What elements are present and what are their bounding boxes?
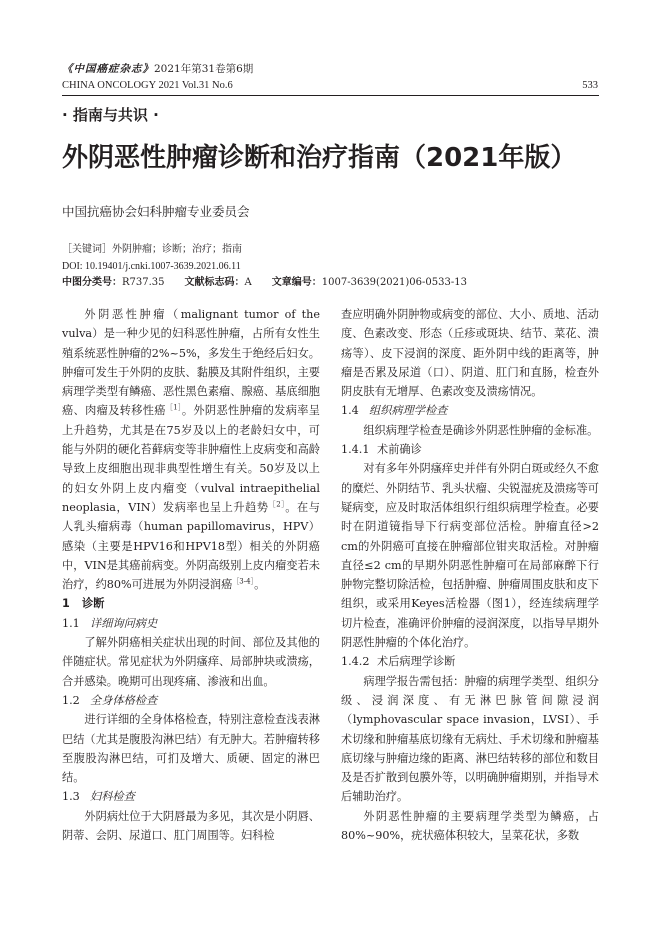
section-1-4-2-text: 病理学报告需包括：肿瘤的病理学类型、组织分级、浸润深度、有无淋巴脉管间隙浸润（lymphovascular space invasion，LVSI）、手术切缘和肿瘤基底切缘有无病灶、手术切缘和肿瘤基底切缘与肿瘤边缘的距离、淋巴结转移的部位和数目及是否扩散到包膜外等，以明确肿瘤期别，并指导术后辅助治疗。 (341, 674, 599, 804)
section-1-3-heading (62, 787, 320, 806)
right-column (341, 305, 599, 845)
section-1-4-2-number: 1.4.2 (341, 655, 370, 669)
section-1-4-number: 1.4 (341, 404, 359, 418)
journal-issue: 2021年第31卷第6期 (154, 63, 254, 75)
section-1-4-2-heading (341, 652, 599, 671)
section-1-1-number: 1.1 (62, 616, 80, 630)
section-1-title: 诊断 (82, 597, 105, 611)
section-1-3-title: 妇科检查 (90, 790, 135, 804)
doc-value: A (244, 277, 252, 288)
section-1-3-text: 外阴病灶位于大阴唇最为多见，其次是小阴唇、阴蒂、会阴、尿道口、肛门周围等。妇科检 (62, 809, 320, 843)
section-1-4-1-heading (341, 440, 599, 459)
section-1-4-title: 组织病理学检查 (369, 404, 448, 418)
journal-header-english: CHINA ONCOLOGY 2021 Vol.31 No.6 (62, 80, 233, 91)
doc-label: 文献标志码： (184, 277, 245, 288)
section-1-2-text: 进行详细的全身体格检查，特别注意检查浅表淋巴结（尤其是腹股沟淋巴结）有无肿大。若肿瘤转移至腹股沟淋巴结，可扪及增大、质硬、固定的淋巴结。 (62, 713, 320, 785)
header-rule (62, 95, 599, 96)
section-1-3-number: 1.3 (62, 790, 80, 804)
section-1-1-title: 详细询问病史 (90, 616, 158, 630)
section-1-heading (62, 594, 320, 613)
article-value: 1007-3639(2021)06-0533-13 (321, 277, 467, 288)
article-title: 外阴恶性肿瘤诊断和治疗指南（2021年版） (62, 143, 577, 173)
intro-text-1: 外阴恶性肿瘤（malignant tumor of the vulva）是一种少见的妇科恶性肿瘤，占所有女性生殖系统恶性肿瘤的2%~5%，多发生于绝经后妇女。肿瘤可发生于外阴的皮肤、黏膜及其附件组织，主要病理学类型有鳞癌、恶性黑色素瘤、腺癌、基底细胞癌、肉瘤及转移性癌 (62, 308, 320, 418)
section-tag: · 指南与共识 · (62, 106, 159, 124)
section-1-2-heading (62, 691, 320, 710)
classification-line (62, 276, 467, 289)
section-1-2-title: 全身体格检查 (90, 693, 158, 707)
article-label: 文章编号： (271, 277, 322, 288)
section-1-4-text: 组织病理学检查是确诊外阴恶性肿瘤的金标准。 (363, 423, 599, 437)
section-1-4-2-title: 术后病理学诊断 (377, 655, 456, 669)
journal-header (62, 63, 253, 75)
section-1-4-1-number: 1.4.1 (341, 443, 370, 457)
cls-label: 中图分类号： (62, 277, 122, 288)
section-1-4-1-title: 术前确诊 (377, 443, 422, 457)
author: 中国抗癌协会妇科肿瘤专业委员会 (62, 204, 250, 219)
left-column (62, 305, 320, 845)
intro-text-2: 。外阴恶性肿瘤的发病率呈上升趋势，尤其是在75岁及以上的老龄妇女中，可能与外阴的硬化苔藓病变等非肿瘤性上皮病变和高龄导致上皮细胞出现非典型性增生有关。50岁及以上的妇女外阴上皮内瘤变（vulval intraepithelial neoplasia，VIN）发病率也呈上升趋势 (62, 404, 320, 514)
cls-value: R737.35 (122, 277, 165, 288)
citation-1: ［1］ (165, 403, 182, 412)
pathology-type-paragraph: 外阴恶性肿瘤的主要病理学类型为鳞癌，占80%~90%，疣状癌体积较大，呈菜花状，多数 (341, 809, 599, 843)
section-1-3-continued: 查应明确外阴肿物或病变的部位、大小、质地、活动度、色素改变、形态（丘疹或斑块、结节、菜花、溃疡等）、皮下浸润的深度、距外阴中线的距离等，肿瘤是否累及尿道（口）、阴道、肛门和直肠，检查外阴皮肤有无增厚、色素改变及溃疡情况。 (341, 308, 599, 399)
keywords: 外阴肿瘤；诊断；治疗；指南 (112, 244, 242, 255)
section-1-2-number: 1.2 (62, 693, 80, 707)
citation-3: ［3-4］ (232, 577, 255, 586)
citation-2: ［2］ (268, 500, 286, 509)
section-1-1-text: 了解外阴癌相关症状出现的时间、部位及其他的伴随症状。常见症状为外阴瘙痒、局部肿块或溃疡，合并感染。晚期可出现疼痛、渗液和出血。 (62, 636, 320, 688)
journal-name: 《中国癌症杂志》 (62, 63, 154, 75)
keywords-line (62, 243, 242, 256)
section-1-4-heading (341, 401, 599, 420)
keywords-label: ［关键词］ (62, 244, 112, 255)
intro-text-3: 。在与人乳头瘤病毒（human papillomavirus，HPV）感染（主要是HPV16和HPV18型）相关的外阴癌中，VIN是其癌前病变。外阴高级别上皮内瘤变若未治疗，约80%可进展为外阴浸润癌 (62, 500, 320, 592)
intro-text-4: 。 (254, 578, 266, 592)
page-number: 533 (582, 80, 598, 91)
section-1-1-heading (62, 614, 320, 633)
intro-paragraph (62, 305, 320, 594)
section-1-4-1-text: 对有多年外阴瘙痒史并伴有外阴白斑或经久不愈的糜烂、外阴结节、乳头状瘤、尖锐湿疣及溃疡等可疑病变，应及时取活体组织行组织病理学检查。必要时在阴道镜指导下行病变部位活检。肿瘤直径>2 cm的外阴癌可直接在肿瘤部位钳夹取活检。对肿瘤直径≤2 cm的早期外阴恶性肿瘤可在局部麻醉下行肿物完整切除活检，包括肿瘤、肿瘤周围皮肤和皮下组织，或采用Keyes活检器（图1），经连续病理学切片检查，准确评价肿瘤的浸润深度，以指导早期外阴恶性肿瘤的个体化治疗。 (341, 462, 599, 650)
section-1-number: 1 (62, 597, 70, 611)
doi: DOI: 10.19401/j.cnki.1007-3639.2021.06.11 (62, 261, 241, 272)
